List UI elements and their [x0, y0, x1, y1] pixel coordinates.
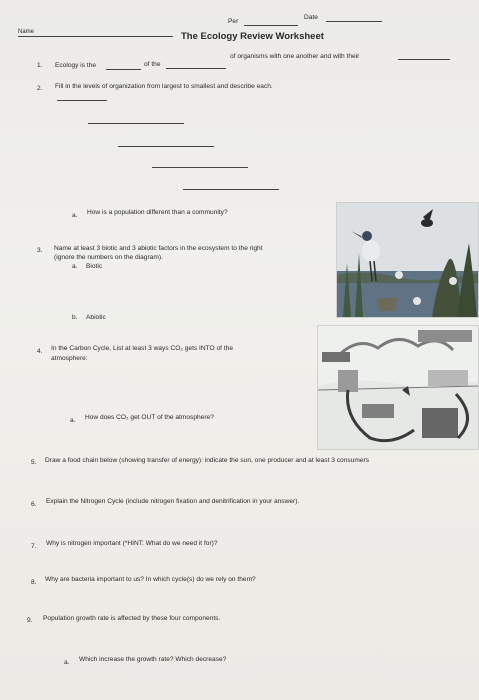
q6-text: Explain the Nitrogen Cycle (include nitrogen fixation and denitrification in your answer). — [46, 498, 300, 505]
page-title: The Ecology Review Worksheet — [181, 31, 324, 42]
q2-level-5-line — [183, 189, 279, 190]
q2-number: 2. — [37, 85, 43, 92]
q2-level-1-line — [57, 100, 107, 101]
q6-number: 6. — [31, 501, 37, 508]
q4-sub-a-number: a. — [70, 417, 76, 424]
q2-sub-a-text: How is a population different than a community? — [87, 209, 228, 216]
q3-sub-b-number: b. — [72, 314, 78, 321]
q5-number: 5. — [31, 459, 37, 466]
q4-line1: In the Carbon Cycle, List at least 3 ways CO₂ gets INTO of the — [51, 345, 234, 352]
per-line — [244, 25, 298, 26]
q1-blank-1 — [106, 69, 141, 70]
q2-level-4-line — [152, 167, 248, 168]
q3-number: 3. — [37, 247, 43, 254]
q8-text: Why are bacteria important to us? In which cycle(s) do we rely on them? — [45, 576, 256, 583]
q1-number: 1. — [37, 62, 43, 69]
per-label: Per — [228, 18, 239, 25]
name-label: Name — [18, 29, 35, 35]
q4-line2: atmosphere: — [51, 355, 88, 362]
q7-text: Why is nitrogen important (*HINT: What do we need it for)? — [46, 540, 218, 547]
q2-level-2-line — [88, 123, 184, 124]
q8-number: 8. — [31, 579, 37, 586]
q1-blank-3 — [398, 59, 450, 60]
q1-part-c: of organisms with one another and with their — [230, 53, 360, 60]
date-line — [326, 21, 382, 22]
q1-part-b: of the — [144, 61, 161, 68]
q9-text: Population growth rate is affected by these four components. — [43, 615, 221, 622]
q5-text: Draw a food chain below (showing transfer of energy): indicate the sun, one producer and at least 3 consumers — [45, 457, 370, 464]
q1-part-a: Ecology is the — [55, 62, 97, 69]
q3-sub-b-text: Abiotic — [86, 314, 106, 321]
q3-line1: Name at least 3 biotic and 3 abiotic factors in the ecosystem to the right — [54, 245, 263, 252]
q9-number: 9. — [27, 617, 33, 624]
q2-sub-a-number: a. — [72, 212, 78, 219]
q9-sub-a-text: Which increase the growth rate? Which decrease? — [79, 656, 227, 663]
q2-level-3-line — [118, 146, 214, 147]
q4-number: 4. — [37, 348, 43, 355]
carbon-cycle-diagram — [317, 325, 479, 450]
q3-sub-a-text: Biotic — [86, 263, 103, 270]
date-label: Date — [304, 14, 318, 21]
q1-blank-2 — [166, 68, 226, 69]
ecosystem-diagram — [336, 202, 479, 318]
q2-text: Fill in the levels of organization from largest to smallest and describe each. — [55, 83, 273, 90]
q3-sub-a-number: a. — [72, 263, 78, 270]
name-line — [18, 36, 173, 37]
q9-sub-a-number: a. — [64, 659, 70, 666]
q3-line2: (ignore the numbers on the diagram). — [54, 254, 163, 261]
q4-sub-a-text: How does CO₂ get OUT of the atmosphere? — [85, 414, 214, 421]
q7-number: 7. — [31, 543, 37, 550]
